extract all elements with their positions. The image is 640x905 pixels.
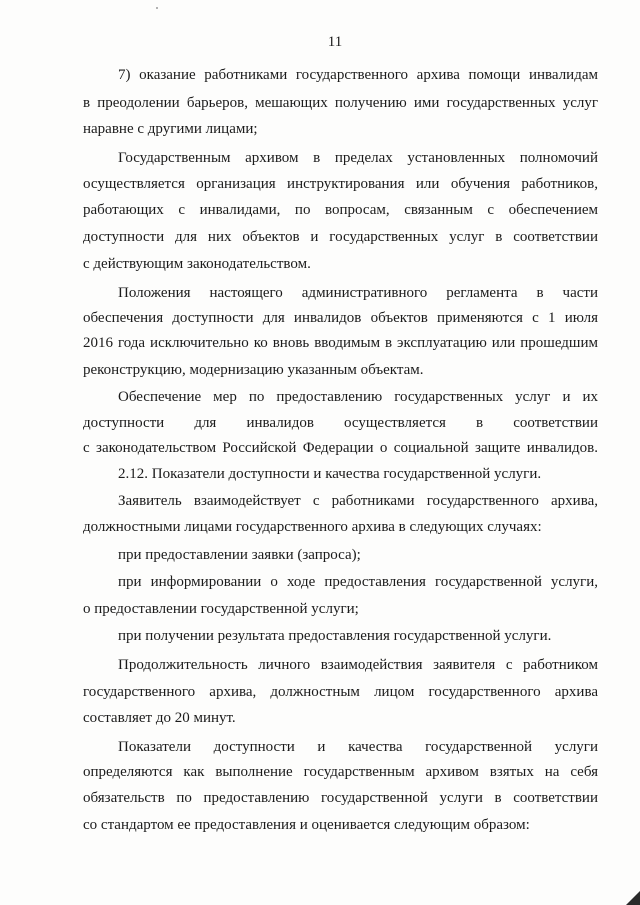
paragraph-line: со стандартом ее предоставления и оценивается следующим образом: [83, 817, 530, 833]
paragraph-line: государственного архива, должностным лицом государственного архива [83, 684, 598, 700]
paragraph-line: доступности для инвалидов осуществляется в соответствии [83, 415, 598, 431]
paragraph-line: с законодательством Российской Федерации о социальной защите инвалидов. [83, 440, 598, 456]
paragraph-line: Продолжительность личного взаимодействия заявителя с работником [118, 657, 598, 673]
paragraph-line: с действующим законодательством. [83, 256, 311, 272]
paragraph-line: наравне с другими лицами; [83, 121, 258, 137]
paragraph-line: доступности для них объектов и государственных услуг в соответствии [83, 229, 598, 245]
paragraph-line: Заявитель взаимодействует с работниками государственного архива, [118, 493, 598, 509]
paragraph-line: 7) оказание работниками государственного архива помощи инвалидам [118, 67, 598, 83]
paragraph-line: Положения настоящего административного регламента в части [118, 285, 598, 301]
scan-edge-shadow [626, 891, 640, 905]
paragraph-line: обеспечения доступности для инвалидов объектов применяются с 1 июля [83, 310, 598, 326]
paragraph-line: 2016 года исключительно ко вновь вводимым в эксплуатацию или прошедшим [83, 335, 598, 351]
paragraph-line: определяются как выполнение государственным архивом взятых на себя [83, 764, 598, 780]
paragraph-line: при получении результата предоставления государственной услуги. [118, 628, 552, 644]
page-number: 11 [327, 34, 343, 50]
paragraph-line: обязательств по предоставлению государственной услуги в соответствии [83, 790, 598, 806]
paragraph-line: Государственным архивом в пределах установленных полномочий [118, 150, 598, 166]
paragraph-line: составляет до 20 минут. [83, 710, 236, 726]
paragraph-line: осуществляется организация инструктирования или обучения работников, [83, 176, 598, 192]
paragraph-line: при предоставлении заявки (запроса); [118, 547, 361, 563]
paragraph-line: в преодолении барьеров, мешающих получению ими государственных услуг [83, 95, 598, 111]
paragraph-line: работающих с инвалидами, по вопросам, связанным с обеспечением [83, 202, 598, 218]
paragraph-line: при информировании о ходе предоставления государственной услуги, [118, 574, 598, 590]
paragraph-line: Обеспечение мер по предоставлению государственных услуг и их [118, 389, 598, 405]
scan-speck [156, 7, 158, 9]
paragraph-line: о предоставлении государственной услуги; [83, 601, 359, 617]
paragraph-line: реконструкцию, модернизацию указанным объектам. [83, 362, 424, 378]
paragraph-line: 2.12. Показатели доступности и качества государственной услуги. [118, 466, 542, 482]
paragraph-line: Показатели доступности и качества государственной услуги [118, 739, 598, 755]
paragraph-line: должностными лицами государственного архива в следующих случаях: [83, 519, 542, 535]
